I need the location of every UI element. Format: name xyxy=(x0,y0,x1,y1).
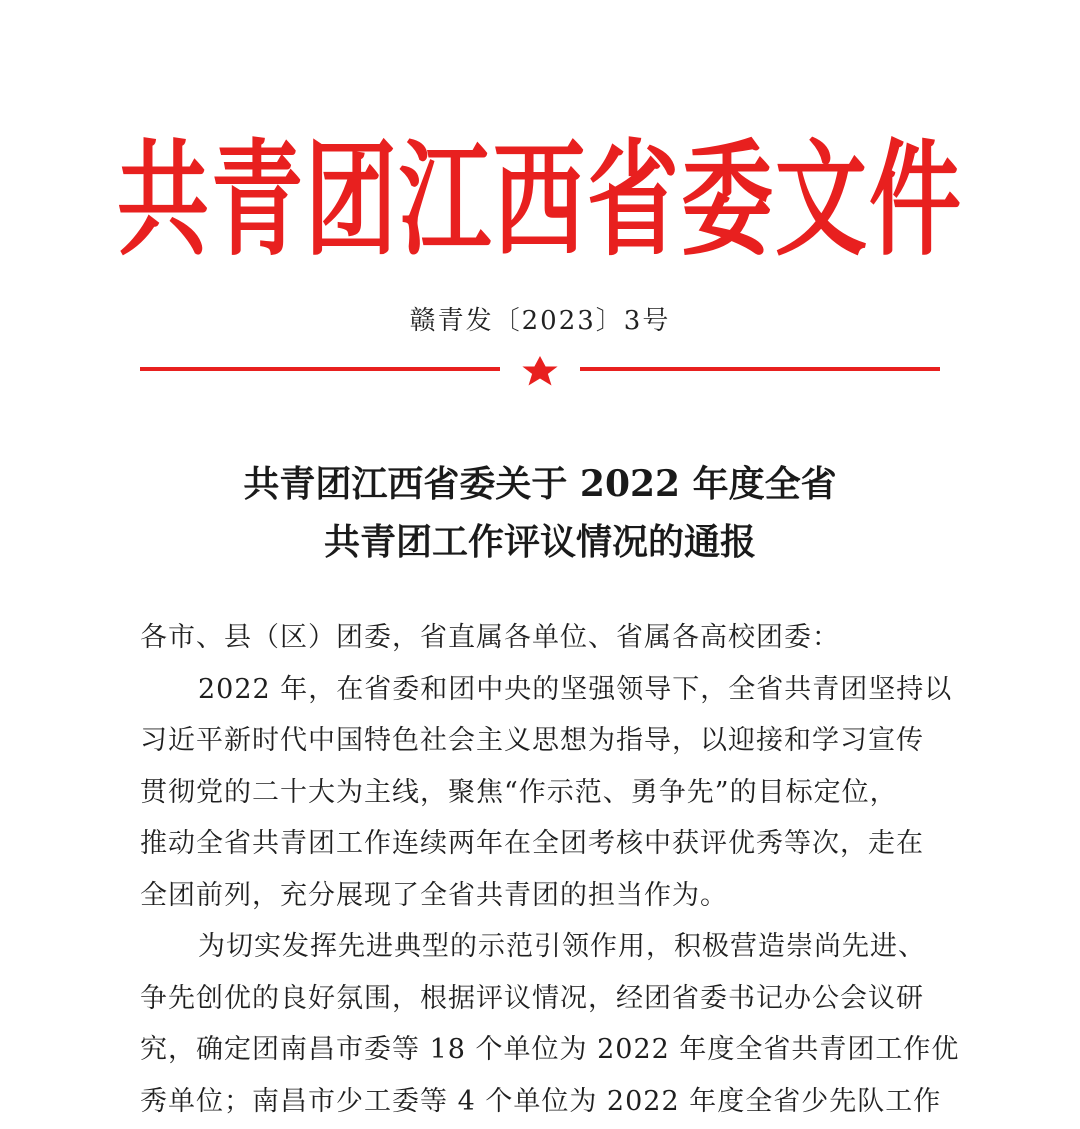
title-line-1: 共青团江西省委关于 2022 年度全省 xyxy=(243,463,837,505)
document-title xyxy=(0,455,1080,571)
title-line-2: 共青团工作评议情况的通报 xyxy=(323,521,756,563)
body-line: 秀单位；南昌市少工委等 4 个单位为 2022 年度全省少先队工作 xyxy=(140,1085,942,1117)
document-header-title: 共青团江西省委文件 xyxy=(116,128,963,273)
body-line: 究，确定团南昌市委等 18 个单位为 2022 年度全省共青团工作优 xyxy=(140,1034,960,1065)
salutation: 各市、县（区）团委，省直属各单位、省属各高校团委： xyxy=(140,622,840,653)
document-body xyxy=(140,612,960,1127)
body-line: 全团前列，充分展现了全省共青团的担当作为。 xyxy=(140,879,728,911)
star-icon xyxy=(522,356,557,386)
red-divider xyxy=(140,356,940,386)
body-line: 2022 年，在省委和团中央的坚强领导下，全省共青团坚持以 xyxy=(198,673,953,705)
document-number: 赣青发〔2023〕3号 xyxy=(409,306,671,336)
body-line: 推动全省共青团工作连续两年在全团考核中获评优秀等次，走在 xyxy=(140,828,924,859)
body-line: 为切实发挥先进典型的示范引领作用，积极营造崇尚先进、 xyxy=(198,931,926,962)
body-line: 争先创优的良好氛围，根据评议情况，经团省委书记办公会议研 xyxy=(140,982,924,1014)
body-line: 习近平新时代中国特色社会主义思想为指导，以迎接和学习宣传 xyxy=(140,725,924,756)
body-line: 贯彻党的二十大为主线，聚焦“作示范、勇争先”的目标定位， xyxy=(140,776,898,808)
